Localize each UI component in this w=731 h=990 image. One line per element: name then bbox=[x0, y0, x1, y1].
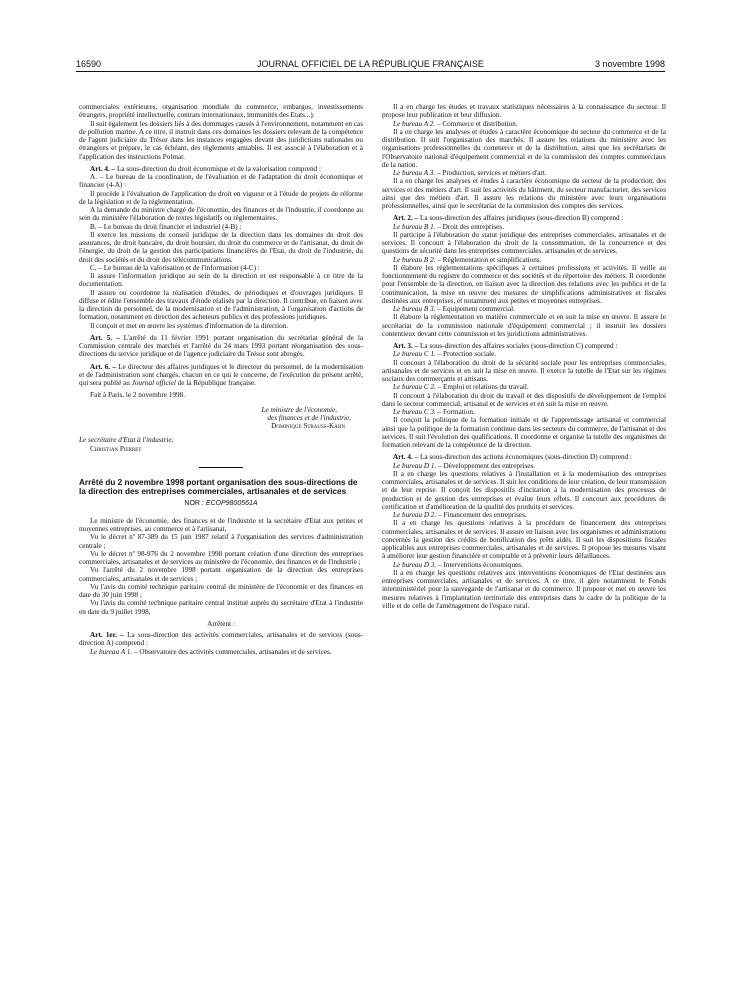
paragraph: Il élabore la réglementation en matière commerciale et en suit la mise en œuvre. Il assure le secrétariat de la commission nationale d'équipement commercial ; il instruit les dossiers contentieux devant cette commission et les juridictions administratives. bbox=[382, 313, 666, 338]
bureau-label: Le bureau C 1. bbox=[393, 350, 436, 359]
article-2 bbox=[382, 214, 666, 222]
right-column bbox=[382, 103, 666, 610]
bureau-text: – Observatoire des activités commerciales, artisanales et de services. bbox=[134, 647, 332, 656]
bureau-b2 bbox=[382, 256, 666, 264]
page-number: 16590 bbox=[76, 59, 102, 69]
visa: Vu l'avis du comité technique paritaire central du ministère de l'économie et des finances en date du 30 juin 1998 ; bbox=[79, 582, 363, 600]
paragraph: Il élabore les réglementations spécifiques à certaines professions et activités. Il veille au fonctionnement du registre du commerce et des sociétés et du répertoire des métiers. Il coordonne pour l'ensemble de la direction, en liaison avec la direction des relations avec les publics et de la communication, la mise en œuvre des mesures de simplifications administratives et fiscales destinées aux entreprises, et notamment aux petites et moyennes entreprises. bbox=[382, 263, 666, 305]
bureau-c3 bbox=[382, 408, 666, 416]
bureau-text: – Droit des entreprises. bbox=[437, 222, 504, 231]
bureau-text: – Formation. bbox=[437, 408, 475, 416]
article-4-right bbox=[382, 453, 666, 461]
article-label: Art. 6. – bbox=[90, 362, 116, 371]
article-label: Art. 1er. – bbox=[90, 631, 124, 640]
bureau-label: Le bureau B 2. bbox=[393, 255, 436, 264]
paragraph: A. – Le bureau de la coordination, de l'évaluation et de l'adaptation du droit économique et financier (4-A) : bbox=[79, 173, 363, 190]
paragraph: Il assure l'information juridique au sein de la direction et est responsable à ce titre de la documentation. bbox=[79, 272, 363, 289]
article-text: La sous-direction des affaires sociales (sous-direction C) comprend : bbox=[419, 342, 618, 350]
bureau-a2 bbox=[382, 120, 666, 128]
article-5 bbox=[79, 334, 363, 359]
article-4 bbox=[79, 165, 363, 173]
bureau-b3 bbox=[382, 305, 666, 313]
bureau-a1 bbox=[79, 648, 363, 656]
bureau-text: – Développement des entreprises. bbox=[438, 461, 536, 470]
paragraph: Il participe à l'élaboration du statut juridique des entreprises commerciales, artisanales et de services. Il concourt à l'élaboration du droit de la consommation, de la concurrence et des questions de sécurité dans les entreprises commerciales, artisanales et de services. bbox=[382, 230, 666, 256]
article-text: La sous-direction des affaires juridiques (sous-direction B) comprend : bbox=[419, 214, 624, 223]
bureau-d2 bbox=[382, 511, 666, 519]
article-text: Le directeur des affaires juridiques et le directeur du personnel, de la modernisation et de l'administration sont chargés, chacun en ce qui le concerne, de l'exécution du présent arrêté, qui sera publié au bbox=[79, 362, 364, 387]
bureau-label: Le bureau C 3. bbox=[393, 408, 436, 416]
nor-reference bbox=[79, 500, 363, 508]
bureau-text: – Interventions économiques. bbox=[438, 560, 523, 569]
bureau-label: Le bureau A 2. bbox=[393, 119, 436, 128]
signatory-title: Le ministre de l'économie, bbox=[261, 405, 337, 414]
issue-date: 3 novembre 1998 bbox=[594, 59, 665, 69]
signing-place-date: Fait à Paris, le 2 novembre 1998. bbox=[90, 391, 186, 400]
paragraph: commerciales extérieures, organisation mondiale du commerce, embargos, investissements étrangers, propriété intellectuelle, contrats internationaux, immunités des Etats...). bbox=[79, 103, 363, 120]
header-rule bbox=[76, 71, 665, 72]
paragraph: Il a en charge les études et travaux statistiques nécessaires à la connaissance du secteur. Il propose leur publication et leur diffusion. bbox=[382, 103, 666, 120]
article-label: Art. 2. – bbox=[393, 214, 419, 223]
signature-block-minister bbox=[79, 406, 363, 431]
paragraph: A la demande du ministre chargé de l'économie, des finances et de l'industrie, il coordonne au sein du ministère l'élaboration de textes législatifs ou réglementaires. bbox=[79, 206, 363, 223]
article-3 bbox=[382, 342, 666, 350]
paragraph: Il procède à l'évaluation de l'application du droit en vigueur et à l'étude de projets de réforme de la législation et de la réglementation. bbox=[79, 189, 363, 206]
visa: Vu l'avis du comité technique paritaire central institué auprès du secrétaire d'Etat à l'industrie en date du 9 juillet 1998, bbox=[79, 599, 363, 616]
article-label: Art. 4. – bbox=[393, 453, 419, 462]
paragraph: Il concourt à l'élaboration du droit du travail et des dispositifs de développement de l'emploi dans le secteur commercial, artisanal et de services et en suit la mise en œuvre. bbox=[382, 391, 666, 408]
paragraph: Il a en charge les questions relatives à l'installation et à la modernisation des entreprises commerciales, artisanales et de services. Il suit les conditions de leur création, de leur transmission et de leur reprise. Il conçoit les dispositifs d'incitation à la modernisation des processus de production et de gestion des entreprises et évalue leurs effets. Il concourt aux procédures de certification et d'amélioration de la qualité des produits et services. bbox=[382, 469, 667, 511]
paragraph: Il a en charge les questions relatives à la procédure de financement des entreprises commerciales, artisanales et de services. Il assure en liaison avec les organismes et administrations concernés la gestion des crédits de bonification des prêts aidés. Il suit les dispositions fiscales applicables aux entreprises commerciales, artisanales et de services. Il propose les mesures visant à améliorer leur gestion financière et comptable et à prévenir leurs défaillances. bbox=[382, 519, 666, 561]
journal-reference: Journal officiel bbox=[131, 379, 176, 387]
section-separator bbox=[199, 467, 243, 468]
decree-title: Arrêté du 2 novembre 1998 portant organisation des sous-directions de la direction des entreprises commerciales, artisanales et de services bbox=[79, 477, 358, 497]
paragraph: Il concourt à l'élaboration du droit de la sécurité sociale pour les entreprises commerciales, artisanales et de services et en suit la mise en œuvre. Il exerce la tutelle de l'Etat sur les régimes sociaux des commerçants et artisans. bbox=[382, 358, 666, 383]
article-text: La sous-direction du droit économique et de la valorisation comprend : bbox=[116, 164, 321, 173]
signatory-name: Dominique Strauss-Kahn bbox=[271, 422, 345, 430]
article-label: Art. 3. – bbox=[393, 342, 419, 350]
bureau-text: – Réglementation et simplifications. bbox=[437, 255, 542, 264]
paragraph: Il a en charge les analyses et études à caractère économique du secteur de la production, des services et des métiers d'art. Il suit les activités du bâtiment, du secteur manufacturier, des services ainsi que des métiers d'art. Il assure les relations du ministère avec leurs organisations professionnelles, ainsi que le secrétariat de la commission des comptes des services. bbox=[382, 177, 666, 210]
bureau-text: – Protection sociale. bbox=[437, 350, 497, 359]
paragraph: Il conçoit la politique de la formation initiale et de l'apprentissage artisanal et commercial ainsi que la politique de la formation continue dans les secteurs du commerce, de l'artisanat et des services. Il suit l'évolution des qualifications. Il coordonne et organise la tutelle des organismes de formation relevant de la compétence de la direction. bbox=[382, 416, 666, 449]
journal-title: JOURNAL OFFICIEL DE LA RÉPUBLIQUE FRANÇAISE bbox=[257, 59, 484, 69]
visa: Vu le décret nº 98-976 du 2 novembre 1998 portant création d'une direction des entreprises commerciales, artisanales et de services au ministère de l'économie, des finances et de l'industrie ; bbox=[79, 549, 363, 567]
article-text: La sous-direction des activités commerciales, artisanales et de services (sous-direction A) comprend : bbox=[79, 631, 364, 648]
paragraph: Il assure ou coordonne la réalisation d'études, de périodiques et d'ouvrages juridiques. Il diffuse et édite l'ensemble des travaux d'étude réalisés par la direction. Il contribue, en liaison avec la direction du personnel, de la modernisation et de l'administration, à l'organisation d'actions de formation, notamment en direction des acheteurs publics et des professions juridiques. bbox=[79, 288, 363, 322]
article-text: de la République française. bbox=[177, 379, 256, 387]
paragraph: C. – Le bureau de la valorisation et de l'information (4-C) : bbox=[90, 263, 260, 272]
bureau-text: – Commerce et distribution. bbox=[437, 119, 518, 128]
arretent: Arrêtent : bbox=[207, 619, 235, 628]
visa: Vu le décret nº 87-389 du 15 juin 1987 relatif à l'organisation des services d'administration centrale ; bbox=[79, 533, 363, 550]
paragraph: Il conçoit et met en œuvre les systèmes d'information de la direction. bbox=[90, 321, 289, 330]
bureau-text: – Equipement commercial. bbox=[437, 305, 515, 313]
article-label: Art. 5. – bbox=[90, 333, 120, 342]
bureau-label: Le bureau D 2. bbox=[393, 511, 437, 519]
bureau-d3 bbox=[382, 561, 666, 569]
bureau-b1 bbox=[382, 223, 666, 231]
bureau-a3 bbox=[382, 169, 666, 177]
visa: Vu l'arrêté du 2 novembre 1998 portant organisation de la direction des entreprises commerciales, artisanales et de services ; bbox=[79, 566, 363, 583]
bureau-label: Le bureau B 3. bbox=[393, 305, 436, 313]
article-label: Art. 4. – bbox=[90, 164, 116, 173]
article-text: L'arrêté du 11 février 1991 portant organisation du secrétariat général de la Commission centrale des marchés et l'arrêté du 24 mars 1993 portant réorganisation des sous-directions du service juridique et de l'agence judiciaire du Trésor sont abrogés. bbox=[79, 333, 364, 359]
paragraph: Il a en charge les questions relatives aux interventions économiques de l'Etat destinées aux entreprises commerciales, artisanales et de services. A ce titre, il gère notamment le Fonds interministériel pour la sauvegarde de l'artisanat et du commerce. Il propose et met en œuvre les mesures relatives à l'implantation territoriale des entreprises dans le cadre de la politique de la ville et de celle de l'aménagement de l'espace rural. bbox=[382, 568, 666, 610]
left-column bbox=[79, 103, 363, 656]
bureau-label: Le bureau C 2. bbox=[393, 383, 436, 392]
bureau-text: – Financement des entreprises. bbox=[438, 511, 527, 519]
paragraph: B. – Le bureau du droit financier et industriel (4-B) : bbox=[90, 222, 242, 231]
nor-label: NOR : bbox=[184, 499, 204, 507]
article-6 bbox=[79, 363, 363, 388]
paragraph: Le ministre de l'économie, des finances et de l'industrie et la secrétaire d'Etat aux petites et moyennes entreprises, au commerce et à l'artisanat, bbox=[79, 516, 363, 534]
bureau-c1 bbox=[382, 350, 666, 358]
signatory-title: Le secrétaire d'Etat à l'industrie, bbox=[79, 436, 174, 445]
bureau-c2 bbox=[382, 383, 666, 391]
signatory-title: des finances et de l'industrie, bbox=[267, 413, 351, 422]
bureau-d1 bbox=[382, 462, 666, 470]
bureau-text: – Emploi et relations du travail. bbox=[437, 383, 529, 392]
article-text: La sous-direction des actions économiques (sous-direction D) comprend : bbox=[419, 453, 632, 462]
bureau-label: Le bureau A 3. bbox=[393, 169, 436, 177]
article-1 bbox=[79, 631, 363, 648]
nor-code: ECOP9800561A bbox=[205, 499, 258, 507]
paragraph: Il exerce les missions de conseil juridique de la direction dans les domaines du droit des assurances, du droit bancaire, du droit boursier, du droit du commerce et de l'artisanat, du droit de l'énergie, du droit de la gestion des participations financières de l'Etat, du droit de l'industrie, du droit des sociétés et du droit des télécommunications. bbox=[79, 230, 363, 264]
signatory-name: Christian Pierret bbox=[90, 444, 142, 453]
page-header bbox=[76, 59, 665, 71]
bureau-text: – Production, services et métiers d'art. bbox=[437, 169, 547, 177]
bureau-label: Le bureau B 1. bbox=[393, 222, 436, 231]
bureau-label: Le bureau D 1. bbox=[393, 461, 437, 470]
paragraph: Il a en charge les analyses et études à caractère économique du secteur du commerce et de la distribution. Il suit l'organisation des marchés. Il assure les relations du ministère avec les organisations professionnelles du commerce et de la distribution, ainsi que les secrétariats de l'Observatoire national d'équipement commercial et de la commission des comptes commerciaux de la nation. bbox=[382, 127, 666, 169]
signature-block-secretary bbox=[79, 436, 363, 453]
paragraph: Il suit également les dossiers liés à des dommages causés à l'environnement, notamment en cas de pollution marine. A ce titre, il instruit dans ces domaines les dossiers relevant de la compétence de l'agent judiciaire du Trésor dans les instances engagées devant des juridictions nationales ou étrangères et prépare, le cas échéant, des règlements amiables. Il est associé à l'élaboration et à l'application des instructions Polmar. bbox=[79, 119, 363, 161]
bureau-label: Le bureau A 1. bbox=[90, 647, 133, 656]
bureau-label: Le bureau D 3. bbox=[393, 560, 437, 569]
